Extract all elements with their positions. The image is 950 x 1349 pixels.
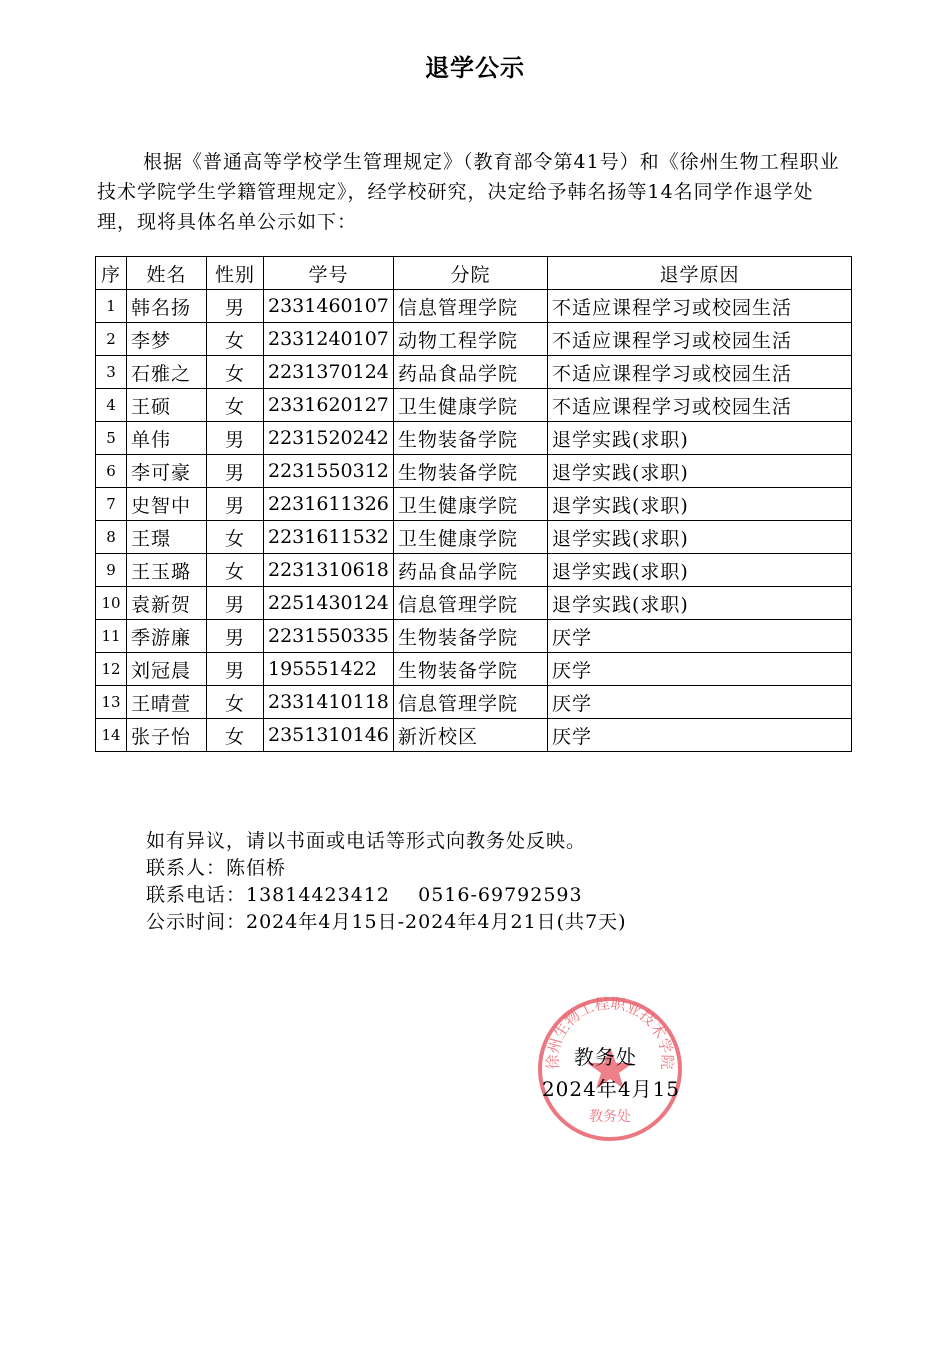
cell-reason: 退学实践(求职)	[548, 554, 852, 587]
table-row	[96, 521, 852, 554]
table-row	[96, 290, 852, 323]
cell-seq: 2	[96, 323, 127, 356]
cell-gender: 男	[207, 455, 264, 488]
header-name: 姓名	[127, 257, 207, 290]
cell-name: 李可豪	[127, 455, 207, 488]
cell-college: 信息管理学院	[394, 290, 548, 323]
cell-college: 药品食品学院	[394, 356, 548, 389]
table-row	[96, 455, 852, 488]
cell-college: 卫生健康学院	[394, 389, 548, 422]
cell-seq: 4	[96, 389, 127, 422]
cell-reason: 厌学	[548, 653, 852, 686]
signature-office: 教务处	[574, 1045, 637, 1069]
cell-reason: 不适应课程学习或校园生活	[548, 290, 852, 323]
table-row	[96, 587, 852, 620]
cell-seq: 6	[96, 455, 127, 488]
cell-name: 王玉璐	[127, 554, 207, 587]
cell-id: 2331240107	[264, 323, 394, 356]
cell-college: 新沂校区	[394, 719, 548, 752]
publicity-period: 公示时间：2024年4月15日-2024年4月21日(共7天)	[146, 911, 627, 933]
table-row	[96, 422, 852, 455]
cell-seq: 1	[96, 290, 127, 323]
objection-note: 如有异议，请以书面或电话等形式向教务处反映。	[146, 830, 587, 852]
contact-person: 联系人：陈佰桥	[146, 857, 287, 879]
page-title: 退学公示	[425, 54, 525, 82]
cell-reason: 退学实践(求职)	[548, 488, 852, 521]
cell-id: 2231520242	[264, 422, 394, 455]
cell-id: 2231611532	[264, 521, 394, 554]
cell-college: 生物装备学院	[394, 422, 548, 455]
cell-id: 2351310146	[264, 719, 394, 752]
cell-name: 石雅之	[127, 356, 207, 389]
table-row	[96, 554, 852, 587]
cell-name: 王硕	[127, 389, 207, 422]
signature-block	[536, 1041, 686, 1105]
cell-college: 卫生健康学院	[394, 488, 548, 521]
cell-seq: 10	[96, 587, 127, 620]
cell-college: 信息管理学院	[394, 587, 548, 620]
cell-reason: 退学实践(求职)	[548, 587, 852, 620]
cell-seq: 14	[96, 719, 127, 752]
cell-seq: 8	[96, 521, 127, 554]
cell-id: 2231370124	[264, 356, 394, 389]
cell-college: 生物装备学院	[394, 455, 548, 488]
cell-seq: 9	[96, 554, 127, 587]
header-college: 分院	[394, 257, 548, 290]
cell-seq: 13	[96, 686, 127, 719]
header-gender: 性别	[207, 257, 264, 290]
cell-reason: 厌学	[548, 686, 852, 719]
cell-gender: 男	[207, 488, 264, 521]
cell-college: 动物工程学院	[394, 323, 548, 356]
table-row	[96, 488, 852, 521]
cell-gender: 女	[207, 389, 264, 422]
cell-seq: 5	[96, 422, 127, 455]
table-row	[96, 389, 852, 422]
cell-gender: 男	[207, 290, 264, 323]
cell-reason: 不适应课程学习或校园生活	[548, 323, 852, 356]
header-reason: 退学原因	[548, 257, 852, 290]
cell-name: 季游廉	[127, 620, 207, 653]
cell-name: 刘冠晨	[127, 653, 207, 686]
cell-seq: 7	[96, 488, 127, 521]
cell-name: 王璟	[127, 521, 207, 554]
cell-id: 2251430124	[264, 587, 394, 620]
cell-seq: 3	[96, 356, 127, 389]
cell-name: 李梦	[127, 323, 207, 356]
signature-date: 2024年4月15	[541, 1077, 681, 1101]
cell-gender: 女	[207, 554, 264, 587]
cell-name: 张子怡	[127, 719, 207, 752]
cell-id: 2231310618	[264, 554, 394, 587]
cell-gender: 女	[207, 521, 264, 554]
cell-gender: 男	[207, 422, 264, 455]
cell-id: 2331460107	[264, 290, 394, 323]
table-row	[96, 620, 852, 653]
cell-name: 韩名扬	[127, 290, 207, 323]
cell-id: 2331620127	[264, 389, 394, 422]
cell-seq: 12	[96, 653, 127, 686]
cell-gender: 女	[207, 323, 264, 356]
table-body	[96, 290, 852, 752]
table-row	[96, 686, 852, 719]
cell-college: 生物装备学院	[394, 620, 548, 653]
header-student-id: 学号	[264, 257, 394, 290]
cell-seq: 11	[96, 620, 127, 653]
cell-gender: 男	[207, 653, 264, 686]
cell-id: 2331410118	[264, 686, 394, 719]
cell-id: 195551422	[264, 653, 394, 686]
cell-id: 2231611326	[264, 488, 394, 521]
cell-gender: 男	[207, 587, 264, 620]
table-row	[96, 323, 852, 356]
svg-text:教务处: 教务处	[589, 1109, 631, 1125]
contact-phone: 联系电话：13814423412 0516-69792593	[146, 884, 583, 906]
cell-gender: 女	[207, 686, 264, 719]
notes-block	[146, 828, 627, 936]
cell-college: 生物装备学院	[394, 653, 548, 686]
table-row	[96, 653, 852, 686]
cell-college: 信息管理学院	[394, 686, 548, 719]
cell-id: 2231550335	[264, 620, 394, 653]
withdrawal-table	[95, 256, 852, 752]
cell-college: 药品食品学院	[394, 554, 548, 587]
cell-gender: 女	[207, 719, 264, 752]
cell-id: 2231550312	[264, 455, 394, 488]
cell-gender: 男	[207, 620, 264, 653]
header-seq: 序	[96, 257, 127, 290]
cell-college: 卫生健康学院	[394, 521, 548, 554]
cell-reason: 退学实践(求职)	[548, 521, 852, 554]
cell-name: 史智中	[127, 488, 207, 521]
cell-reason: 不适应课程学习或校园生活	[548, 389, 852, 422]
cell-name: 袁新贺	[127, 587, 207, 620]
cell-reason: 厌学	[548, 719, 852, 752]
table-row	[96, 356, 852, 389]
svg-text:徐州生物工程职业技术学院: 徐州生物工程职业技术学院	[543, 995, 677, 1070]
cell-reason: 退学实践(求职)	[548, 455, 852, 488]
table-row	[96, 719, 852, 752]
cell-gender: 女	[207, 356, 264, 389]
cell-reason: 退学实践(求职)	[548, 422, 852, 455]
cell-name: 单伟	[127, 422, 207, 455]
cell-reason: 不适应课程学习或校园生活	[548, 356, 852, 389]
intro-paragraph: 根据《普通高等学校学生管理规定》（教育部令第41号）和《徐州生物工程职业技术学院学生学籍管理规定》，经学校研究，决定给予韩名扬等14名同学作退学处理，现将具体名单公示如下：	[97, 151, 840, 233]
cell-name: 王晴萱	[127, 686, 207, 719]
table-header-row	[96, 257, 852, 290]
cell-reason: 厌学	[548, 620, 852, 653]
